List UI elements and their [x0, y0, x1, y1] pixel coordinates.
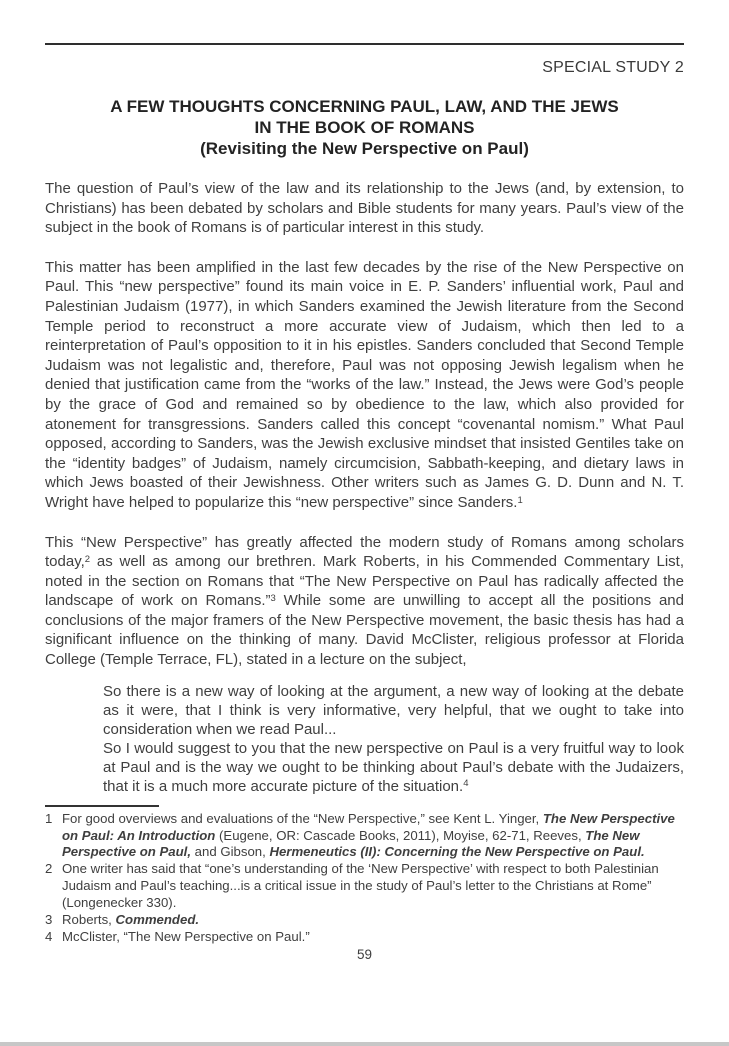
paragraph-modern-study: This “New Perspective” has greatly affected the modern study of Romans among scholars today,$^2$ as well as among our brethren. Mark Roberts, in his Commended Commentary List, noted in the section on Romans that “The New Perspective on Paul has radically affected the landscape of work on Romans.”$^3$ While some are unwilling to accept all the positions and conclusions of the major framers of the New Perspective movement, the basic thesis has had a significant influence on the thinking of many. David McClister, religious professor at Florida College (Temple Terrace, FL), stated in a lecture on the subject, — [45, 533, 684, 669]
block-quote — [103, 682, 684, 796]
paragraph-intro: The question of Paul’s view of the law and its relationship to the Jews (and, by extension, to Christians) has been debated by scholars and Bible students for many years. Paul’s view of the subject in the book of Romans is of particular interest in this study. — [45, 180, 684, 237]
title-line-2: IN THE BOOK OF ROMANS — [254, 118, 475, 137]
footnotes-section — [45, 811, 684, 946]
title-line-1: A FEW THOUGHTS CONCERNING PAUL, LAW, AND THE JEWS — [110, 97, 619, 116]
section-label: SPECIAL STUDY 2 — [542, 59, 684, 76]
footnote-number: 4 — [45, 929, 53, 944]
footnote-separator — [45, 805, 159, 807]
header-rule — [45, 43, 684, 45]
quote-paragraph-2: So I would suggest to you that the new perspective on Paul is a very fruitful way to look at Paul and is the way we ought to be thinking about Paul’s debate with the Judaizers, that it is a much more accurate picture of the situation.$^4$ — [103, 739, 684, 795]
footnote-text: For good overviews and evaluations of the “New Perspective,” see Kent L. Yinger, The New Perspective on Paul: An Introduction (Eugene, OR: Cascade Books, 2011), Moyise, 62-71, Reeves, The New Perspective on Paul, and Gibson, Hermeneutics (II): Concerning the New Perspective on Paul. — [62, 810, 675, 860]
quote-paragraph-1: So there is a new way of looking at the argument, a new way of looking at the debate as it were, that I think is very informative, very helpful, that we ought to take into consideration when we read Paul... — [103, 682, 684, 738]
footnote-number: 2 — [45, 861, 53, 877]
bottom-edge — [0, 1042, 729, 1046]
footnote-number: 3 — [45, 912, 53, 928]
page-number: 59 — [356, 946, 373, 962]
title-line-3: (Revisiting the New Perspective on Paul) — [200, 139, 529, 158]
footnote-number: 1 — [45, 810, 53, 826]
footnote-2 — [45, 861, 684, 912]
footnote-4 — [45, 929, 684, 946]
footnote-text: One writer has said that “one’s understanding of the ‘New Perspective’ with respect to both Palestinian Judaism and Paul’s teaching...is a critical issue in the study of Paul’s letter to the Christians at Rome” (Longenecker 330). — [62, 861, 659, 911]
footnote-text: Roberts, Commended. — [62, 912, 200, 928]
footnote-text: McClister, “The New Perspective on Paul.” — [62, 929, 310, 944]
footnote-3 — [45, 912, 684, 929]
article-title — [45, 96, 684, 159]
footnote-1 — [45, 811, 684, 862]
paragraph-new-perspective: This matter has been amplified in the last few decades by the rise of the New Perspective on Paul. This “new perspective” found its main voice in E. P. Sanders’ influential work, Paul and Palestinian Judaism (1977), in which Sanders examined the Jewish literature from the Second Temple period to reconstruct a more accurate view of Judaism, which then led to a reinterpretation of Paul’s opposition to it in his epistles. Sanders concluded that Second Temple Judaism was not legalistic and, therefore, Paul was not opposing Jewish legalism when he denied that justification came from the “works of the law.” Instead, the Jews were God’s people by the grace of God and remained so by obedience to the law, which also provided for atonement for transgressions. Sanders called this concept “covenantal nomism.” What Paul opposed, according to Sanders, was the Jewish exclusive mindset that insisted Gentiles take on the “identity badges” of Judaism, namely circumcision, Sabbath-keeping, and dietary laws in which Jews boasted of their Jewishness. Other writers such as James G. D. Dunn and N. T. Wright have helped to popularize this “new perspective” since Sanders.$^1$ — [45, 258, 684, 511]
